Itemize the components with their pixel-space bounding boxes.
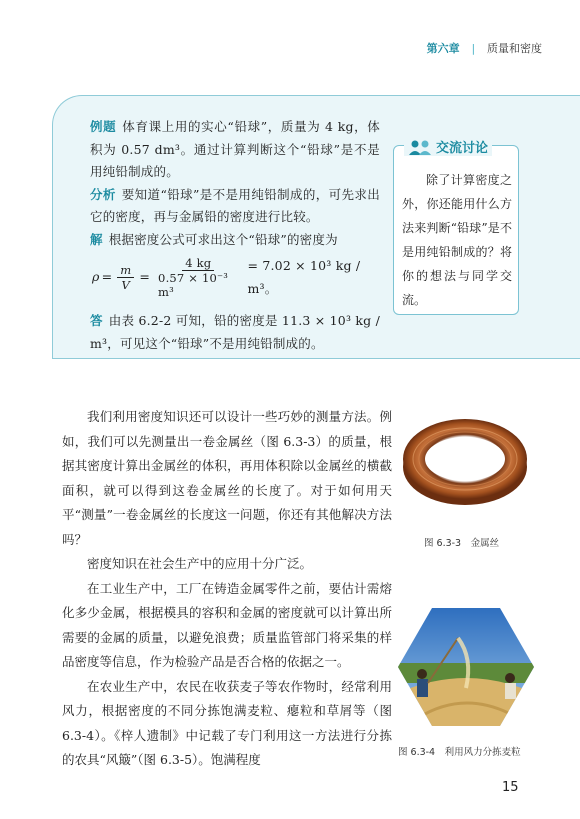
discussion-body: 除了计算密度之外，你还能用什么方法来判断“铅球”是不是用纯铅制成的？将你的想法与同学交流。 (402, 173, 512, 307)
main-text (62, 405, 392, 773)
wheat-winnowing-image (398, 608, 534, 726)
header-separator: | (471, 42, 476, 55)
discussion-people-icon (408, 138, 432, 156)
chapter-label: 第六章 (426, 42, 460, 55)
paragraph: 密度知识在社会生产中的应用十分广泛。 (87, 556, 313, 571)
example-label: 例题 (90, 119, 117, 134)
example-solution: 解 根据密度公式可求出这个“铅球”的密度为 (90, 231, 338, 247)
discussion-title: 交流讨论 (404, 137, 492, 156)
example-content (90, 116, 380, 355)
solution-label: 解 (90, 231, 103, 247)
page-header (427, 40, 542, 56)
example-analysis: 分析 要知道“铅球”是不是用纯铅制成的，可先求出它的密度，再与金属铅的密度进行比较。 (90, 186, 380, 224)
paragraph: 在工业生产中，工厂在铸造金属零件之前，要估计需熔化多少金属，根据模具的容积和金属的密度就可以计算出所需要的金属的质量，以避免浪费；质量监管部门将采集的样品密度等信息，作为检验产品是否合格的依据之一。 (62, 580, 392, 669)
metal-wire-coil-image (400, 405, 530, 515)
figure-caption: 图 6.3-4 利用风力分拣麦粒 (398, 747, 521, 758)
fraction-values: $\frac{4 kg}{\text{0.57 × 10⁻³ m³}}$ (158, 256, 229, 299)
paragraph: 在农业生产中，农民在收获麦子等农作物时，经常利用风力，根据密度的不同分拣饱满麦粒、瘪粒和草屑等（图 6.3-4）。《梓人遗制》中记载了专门利用这一方法进行分拣的农具“风簸”（图 6.3-5）。饱满程度 (62, 678, 392, 767)
fraction-m-over-v: $\frac{m}{V}$ (117, 263, 134, 292)
density-formula: ρ = $\frac{m}{V}$ = $\frac{4 kg}{\text{0.57 × 10⁻³ m³}}$ = 7.02 × 10³ kg / m³。 (92, 255, 380, 300)
chapter-title: 质量和密度 (487, 42, 542, 55)
figure-caption: 图 6.3-3 金属丝 (424, 538, 500, 549)
example-problem: 例题 体育课上用的实心“铅球”，质量为 4 kg，体积为 0.57 dm³。通过计算判断这个“铅球”是不是用纯铅制成的。 (90, 119, 381, 179)
answer-label: 答 (90, 313, 103, 328)
example-answer: 答 由表 6.2-2 可知，铅的密度是 11.3 × 10³ kg / m³，可见这个“铅球”不是用纯铅制成的。 (90, 313, 380, 351)
formula-result: = 7.02 × 10³ kg / m³。 (247, 258, 361, 296)
analysis-label: 分析 (90, 186, 116, 202)
paragraph: 我们利用密度知识还可以设计一些巧妙的测量方法。例如，我们可以先测量出一卷金属丝（图 6.3-3）的质量，根据其密度计算出金属丝的体积，再用体积除以金属丝的横截面积，就可以得到这卷金属丝的长度了。对于如何用天平“测量”一卷金属丝的长度这一问题，你还有其他解决方法吗？ (62, 409, 392, 547)
page-number: 15 (502, 780, 519, 795)
